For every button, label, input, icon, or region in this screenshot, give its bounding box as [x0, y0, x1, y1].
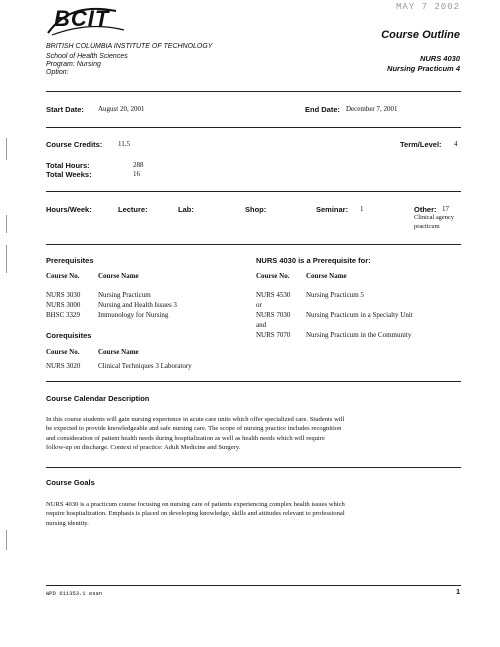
document-type: Course Outline: [381, 29, 460, 41]
logo-text: BCIT: [54, 6, 110, 31]
prereq-row-name: Nursing and Health Issues 3: [98, 301, 177, 309]
divider: [46, 381, 461, 382]
divider: [46, 467, 461, 468]
other-label: Other:: [414, 205, 437, 214]
scan-margin-mark: [6, 530, 7, 550]
scan-margin-mark: [6, 215, 7, 233]
lecture-label: Lecture:: [118, 205, 148, 214]
course-code: NURS 4030: [419, 54, 460, 63]
calendar-line: In this course students will gain nursing experience in acute care units which offer specialized care. Students will: [46, 416, 345, 423]
start-date-value: August 20, 2001: [98, 105, 145, 113]
end-date-label: End Date:: [305, 105, 341, 114]
course-credits-value: 11.5: [118, 140, 130, 148]
goals-line: require hospitalization. Emphasis is placed on developing knowledge, skills and attitudes relevant to professional: [46, 510, 345, 518]
prereq-for-row-no: NURS 7070: [256, 331, 291, 339]
institute-name: BRITISH COLUMBIA INSTITUTE OF TECHNOLOGY: [46, 43, 213, 50]
term-level-label: Term/Level:: [400, 140, 442, 149]
option-label: Option:: [46, 69, 69, 76]
divider: [46, 91, 461, 92]
seminar-value: 1: [360, 205, 364, 213]
prereq-for-row-name: Nursing Practicum in the Community: [306, 331, 412, 339]
total-weeks-label: Total Weeks:: [46, 170, 92, 179]
scan-margin-mark: [6, 245, 7, 273]
total-weeks-value: 16: [133, 170, 140, 178]
prereq-row-no: BHSC 3329: [46, 311, 81, 319]
prereq-for-row-no: NURS 7030: [256, 311, 291, 319]
coreq-col-no: Course No.: [46, 348, 80, 356]
start-date-label: Start Date:: [46, 105, 84, 114]
prereq-col-name: Course Name: [98, 272, 139, 280]
prereq-for-col-name: Course Name: [306, 272, 347, 280]
prereq-for-row-no: and: [256, 321, 267, 329]
prereq-for-col-no: Course No.: [256, 272, 290, 280]
divider: [46, 127, 461, 128]
prereq-row-name: Immunology for Nursing: [98, 311, 169, 319]
divider: [46, 585, 461, 586]
coreq-row-no: NURS 3020: [46, 362, 81, 370]
other-desc-line2: practicum: [414, 223, 440, 230]
bcit-logo: [46, 6, 126, 36]
total-hours-label: Total Hours:: [46, 161, 90, 170]
prereq-col-no: Course No.: [46, 272, 80, 280]
prereq-for-row-name: Nursing Practicum 5: [306, 291, 364, 299]
prereq-for-row-name: Nursing Practicum in a Specialty Unit: [306, 311, 413, 319]
course-credits-label: Course Credits:: [46, 140, 103, 149]
coreq-col-name: Course Name: [98, 348, 139, 356]
divider: [46, 244, 461, 245]
hours-week-label: Hours/Week:: [46, 205, 92, 214]
other-desc-line1: Clinical agency: [414, 214, 454, 221]
calendar-body: [46, 415, 466, 453]
goals-line: nursing identity.: [46, 519, 89, 527]
seminar-label: Seminar:: [316, 205, 349, 214]
prereq-row-name: Nursing Practicum: [98, 291, 151, 299]
program-name: Program: Nursing: [46, 61, 101, 68]
calendar-line: be expected to provide knowledgeable and safe nursing care. The scope of nursing practice includes recognition: [46, 425, 342, 433]
course-name: Nursing Practicum 4: [387, 64, 460, 73]
page-number: 1: [456, 589, 460, 596]
shop-label: Shop:: [245, 205, 267, 214]
prerequisites-title: Prerequisites: [46, 256, 94, 265]
prereq-for-title: NURS 4030 is a Prerequisite for:: [256, 256, 371, 265]
goals-line: NURS 4030 is a practicum course focusing on nursing care of patients experiencing complex health issues which: [46, 501, 345, 508]
prereq-row-no: NURS 3000: [46, 301, 81, 309]
scan-margin-mark: [6, 138, 7, 160]
end-date-value: December 7, 2001: [346, 105, 398, 113]
term-level-value: 4: [454, 140, 458, 148]
divider: [46, 191, 461, 192]
lab-label: Lab:: [178, 205, 194, 214]
goals-title: Course Goals: [46, 478, 95, 487]
footer-code: WPD 611353.1 esan: [46, 590, 103, 597]
total-hours-value: 288: [133, 161, 144, 169]
other-value: 17: [442, 205, 449, 213]
coreq-row-name: Clinical Techniques 3 Laboratory: [98, 362, 192, 370]
received-stamp: MAY 7 2002: [395, 2, 460, 12]
calendar-line: and consideration of patient health needs during hospitalization as well as health needs which will require: [46, 434, 325, 442]
goals-body: [46, 500, 466, 528]
calendar-line: follow-up on discharge. Context of practice: Adult Medicine and Surgery.: [46, 444, 241, 452]
corequisites-title: Corequisites: [46, 331, 92, 340]
calendar-title: Course Calendar Description: [46, 394, 150, 403]
school-name: School of Health Sciences: [46, 53, 128, 60]
prereq-for-row-no: or: [256, 301, 262, 309]
prereq-for-row-no: NURS 4530: [256, 291, 291, 299]
prereq-row-no: NURS 3030: [46, 291, 81, 299]
